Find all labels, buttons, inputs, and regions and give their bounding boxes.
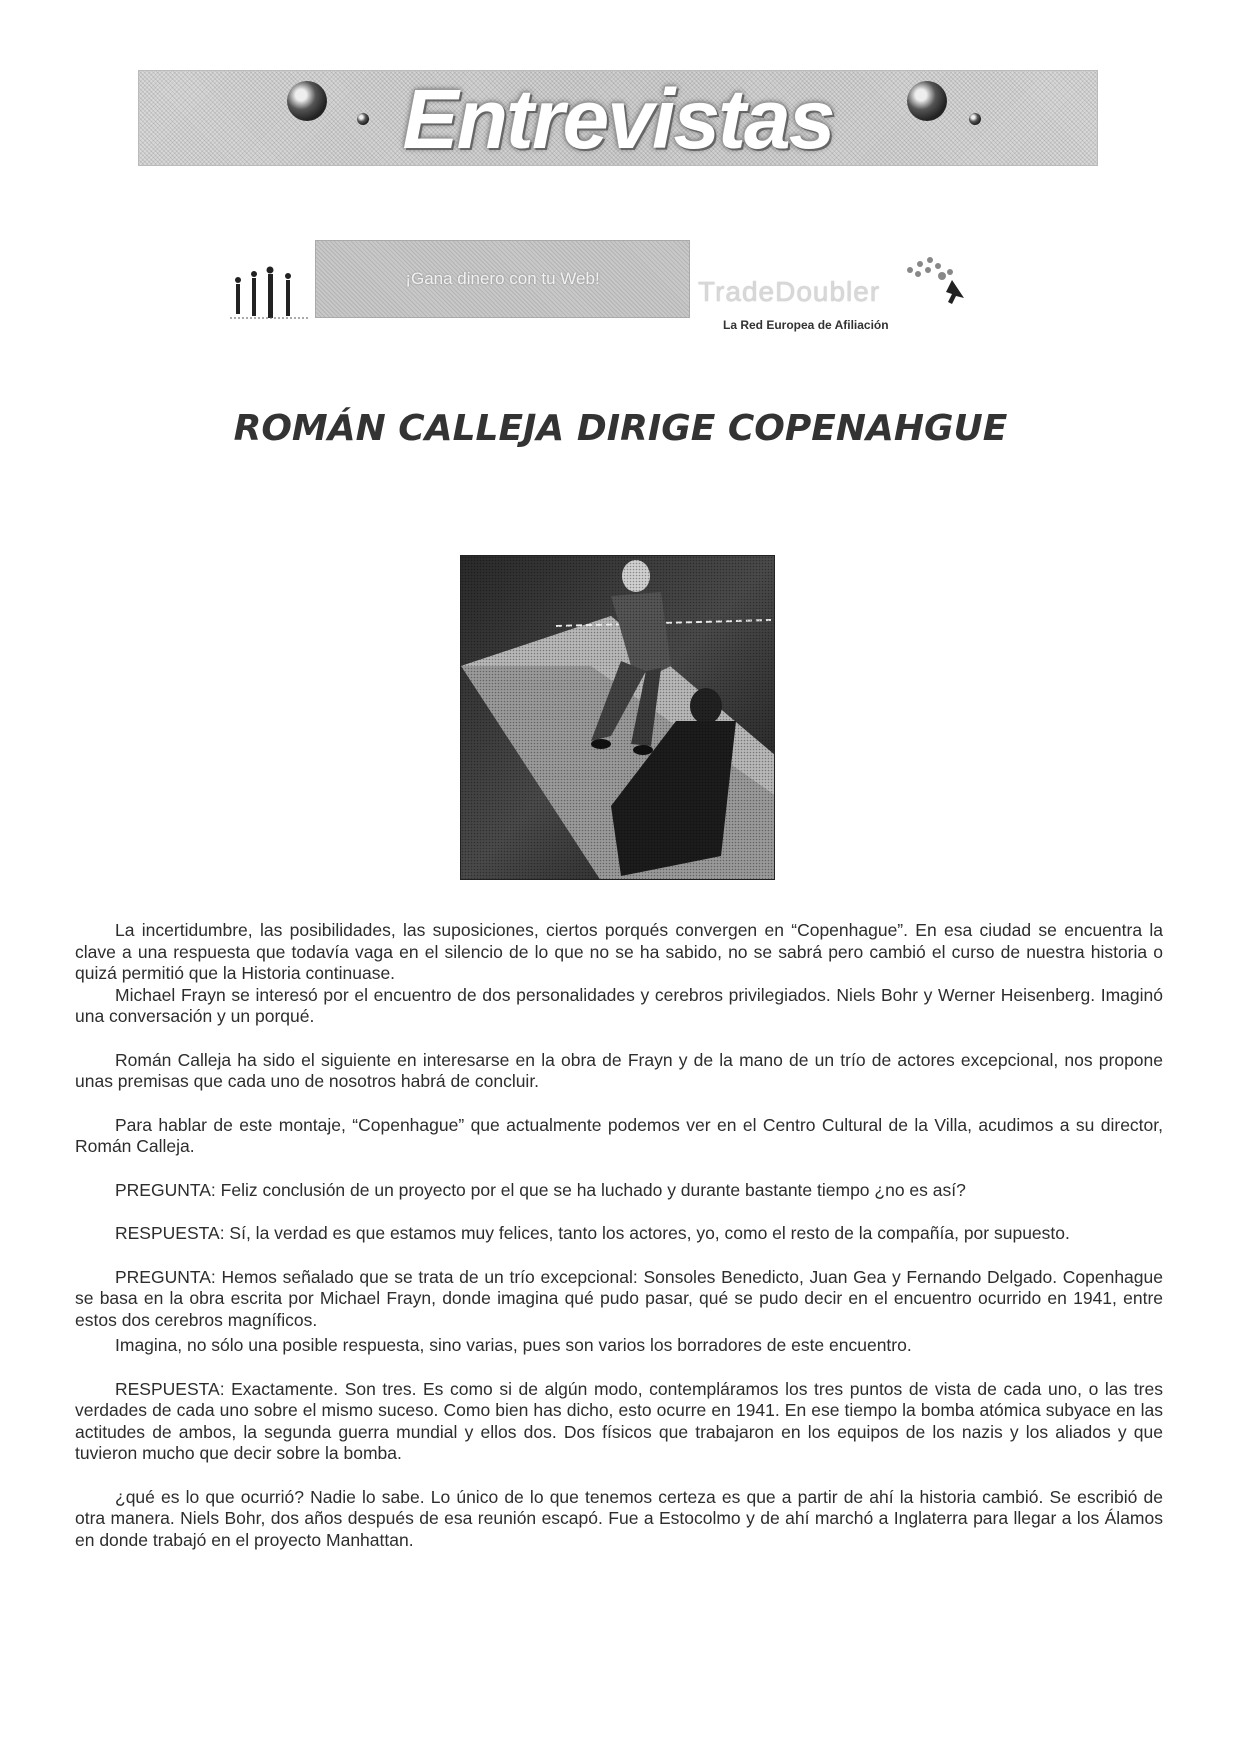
article-headline: ROMÁN CALLEJA DIRIGE COPENAHGUE	[233, 408, 1008, 449]
ad-brand: TradeDoubler	[698, 276, 881, 307]
ad-tagline: La Red Europea de Afiliación	[723, 318, 889, 332]
ad-box-text: ¡Gana dinero con tu Web!	[405, 269, 600, 288]
answer-paragraph: RESPUESTA: Exactamente. Son tres. Es como si de algún modo, contempláramos los tres puntos de vista de cada uno, o las tres verdades de cada uno sobre el mismo suceso. Como bien has dicho, esto ocurre en 1941. En ese tiempo la bomba atómica subyace en las actitudes de ambos, la segunda guerra mundial y ellos dos. Dos físicos que trabajaron en los equipos de los nazis y los aliados y que tuvieron mucho que decir sobre la bomba.	[75, 1378, 1163, 1463]
entrevistas-banner	[138, 70, 1098, 166]
question-paragraph: PREGUNTA: Hemos señalado que se trata de un trío excepcional: Sonsoles Benedicto, Juan Gea y Fernando Delgado. Copenhague se basa en la obra escrita por Michael Frayn, donde imagina qué pudo pasar, qué se pudo decir en el encuentro ocurrido en 1941, entre estos dos cerebros magníficos.	[75, 1266, 1163, 1330]
article-body	[75, 920, 1163, 1551]
article-paragraph: Para hablar de este montaje, “Copenhague” que actualmente podemos ver en el Centro Cultural de la Villa, acudimos a su director, Román Calleja.	[75, 1114, 1163, 1156]
article-paragraph: Román Calleja ha sido el siguiente en interesarse en la obra de Frayn y de la mano de un trío de actores excepcional, nos propone unas premisas que cada uno de nosotros habrá de concluir.	[75, 1049, 1163, 1091]
banner-title: Entrevistas	[402, 72, 834, 166]
article-photo	[460, 555, 775, 880]
article-paragraph: ¿qué es lo que ocurrió? Nadie lo sabe. Lo único de lo que tenemos certeza es que a partir de ahí la historia cambió. Se escribió de otra manera. Niels Bohr, dos años después de esa reunión escapó. Fue a Estocolmo y de ahí marchó a Inglaterra para llegar a los Álamos en donde trabajó en el proyecto Manhattan.	[75, 1486, 1163, 1550]
article-paragraph: La incertidumbre, las posibilidades, las suposiciones, ciertos porqués convergen en “Copenhague”. En esa ciudad se encuentra la clave a una respuesta que todavía vaga en el silencio de lo que no se ha sabido, no se sabrá pero cambió el curso de nuestra historia o quizá permitió que la Historia continuase.	[75, 920, 1163, 983]
question-paragraph: PREGUNTA: Feliz conclusión de un proyecto por el que se ha luchado y durante bastante tiempo ¿no es así?	[115, 1179, 966, 1200]
article-paragraph: Michael Frayn se interesó por el encuentro de dos personalidades y cerebros privilegiados. Niels Bohr y Werner Heisenberg. Imaginó una conversación y un porqué.	[75, 984, 1163, 1026]
brand-arrow-icon	[890, 250, 970, 306]
people-figures-icon	[230, 256, 310, 336]
stage-photo-image	[461, 556, 775, 880]
article-paragraph: Imagina, no sólo una posible respuesta, sino varias, pues son varios los borradores de este encuentro.	[115, 1335, 912, 1355]
ad-box[interactable]	[315, 240, 690, 318]
answer-paragraph: RESPUESTA: Sí, la verdad es que estamos muy felices, tanto los actores, yo, como el resto de la compañía, por supuesto.	[115, 1223, 1070, 1243]
tradedoubler-ad[interactable]	[230, 238, 990, 353]
